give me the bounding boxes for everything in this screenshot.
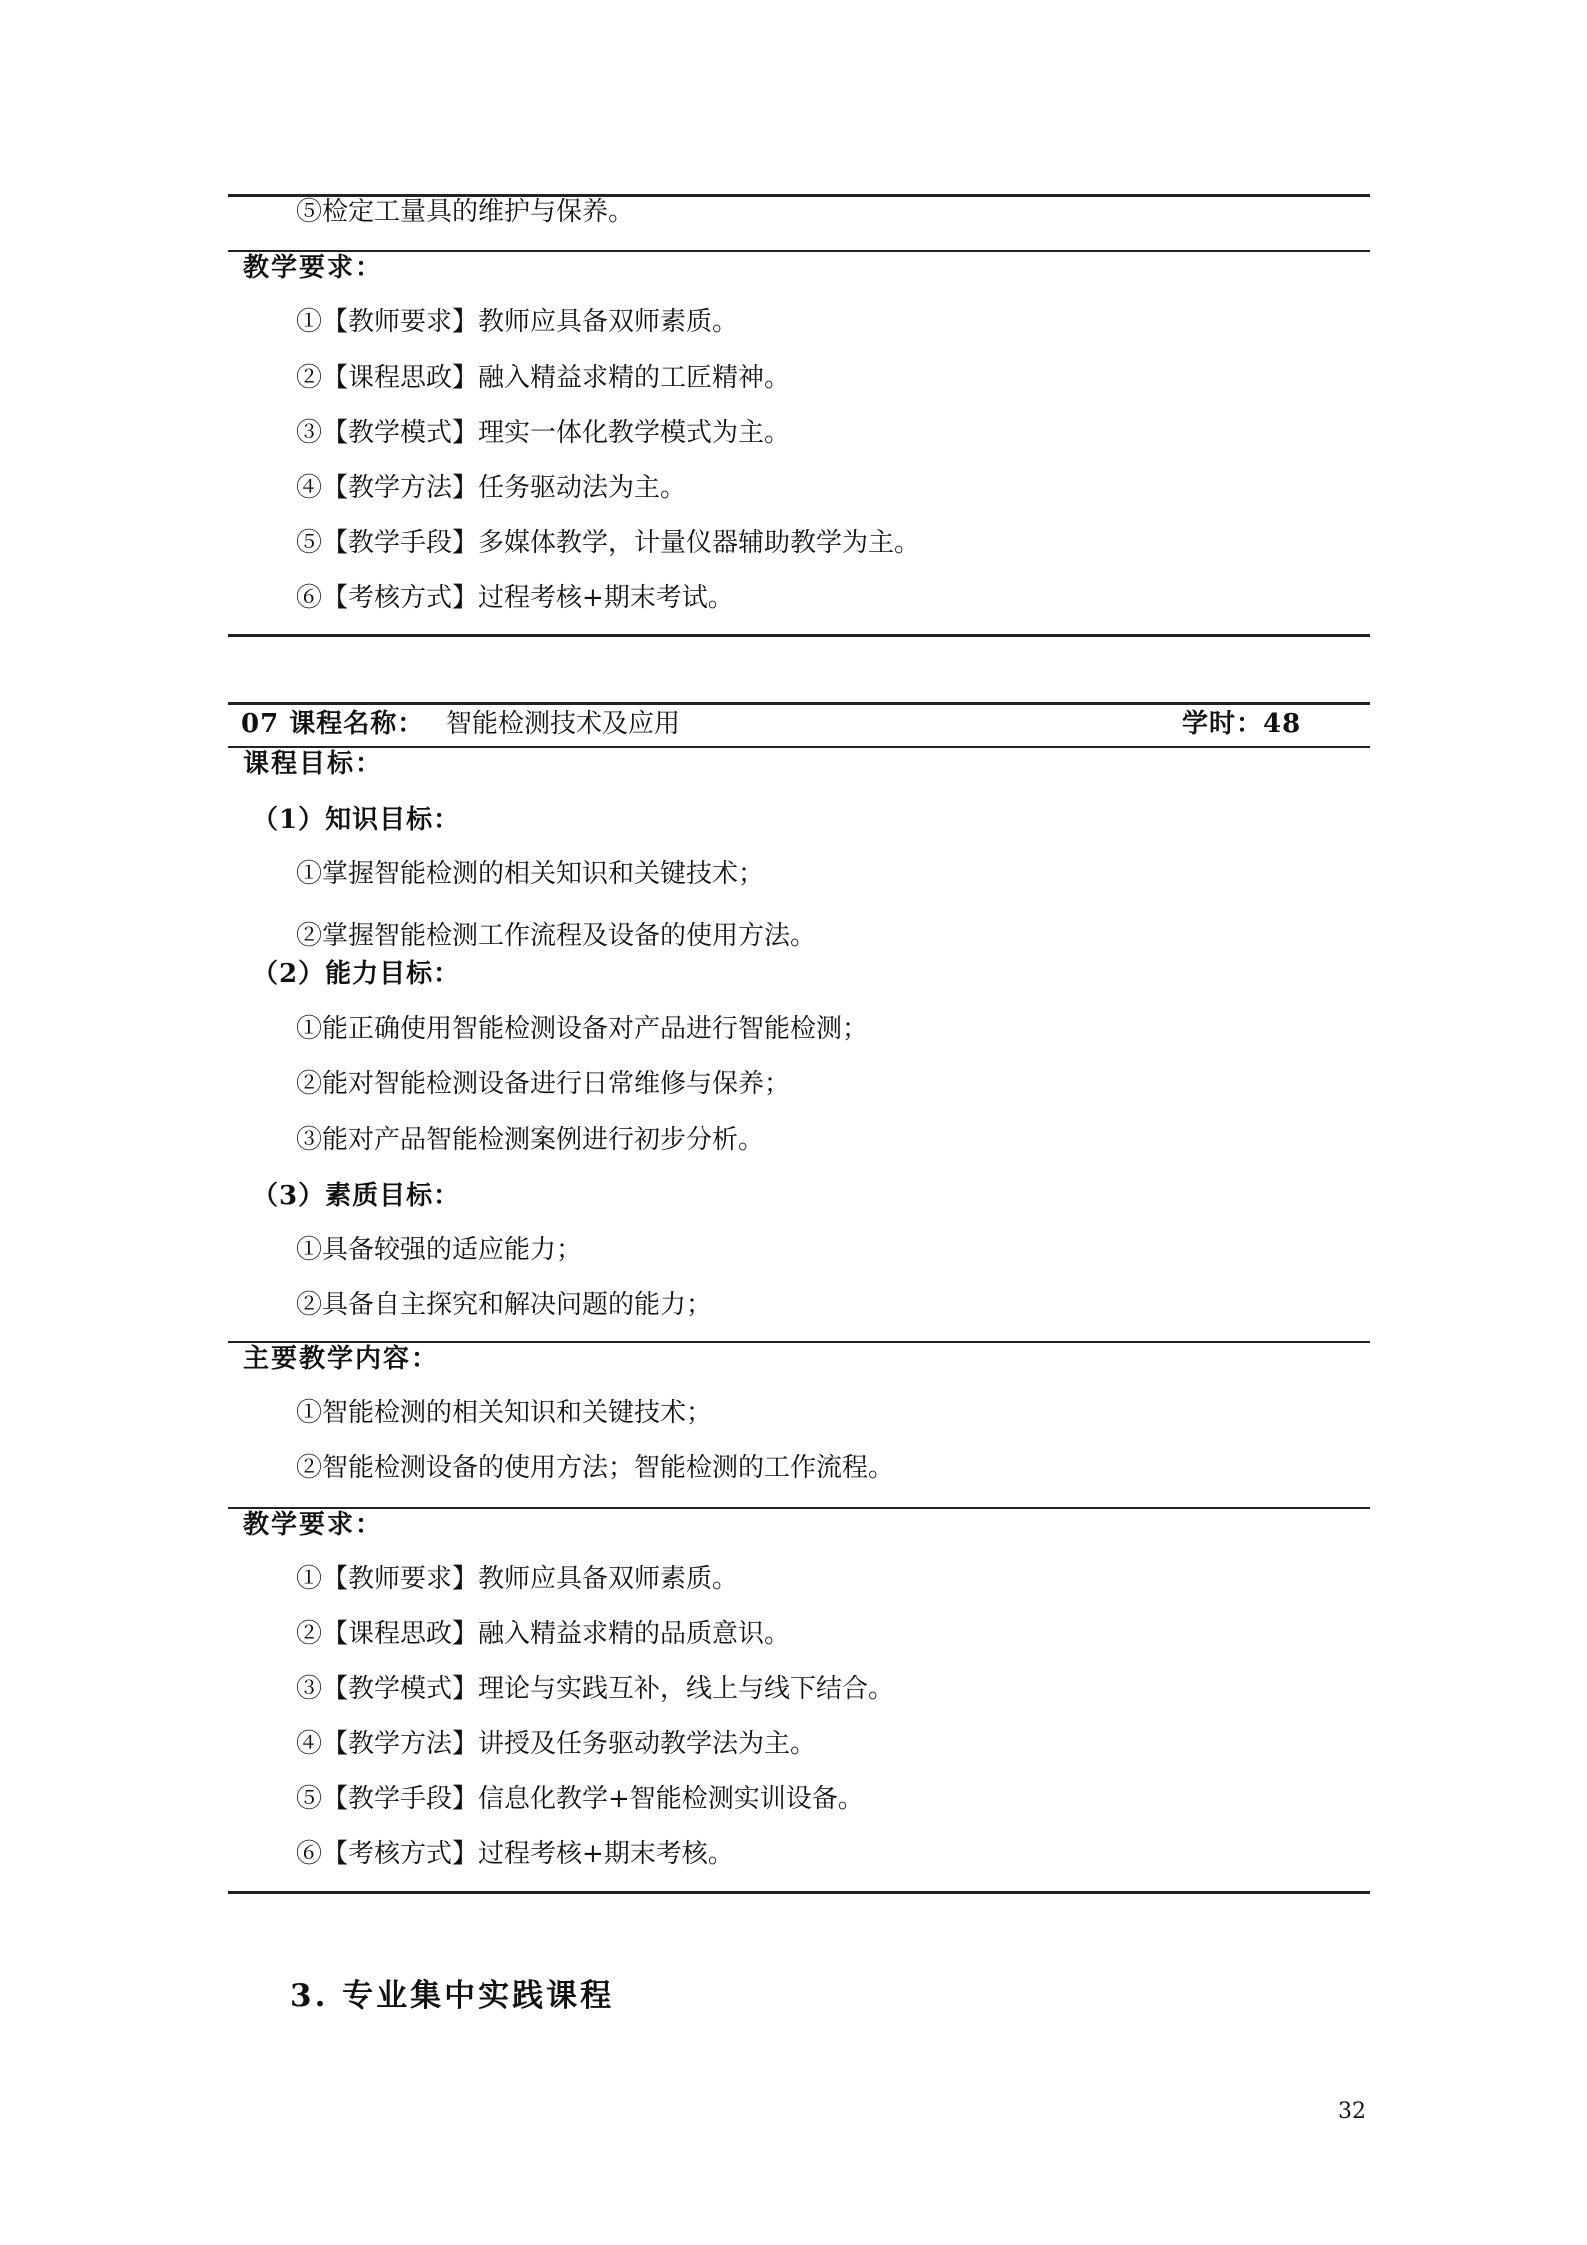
knowledge-goals-label: （1）知识目标：	[252, 805, 461, 835]
table-bottom-rule	[228, 634, 1370, 637]
page-number: 32	[1338, 2099, 1366, 2124]
course-name: 智能检测技术及应用	[446, 709, 681, 739]
requirement-item: ⑥【考核方式】过程考核+期末考试。	[296, 583, 734, 613]
requirement-item: ③【教学模式】理论与实践互补，线上与线下结合。	[296, 1674, 895, 1704]
content-item: ②智能检测设备的使用方法；智能检测的工作流程。	[296, 1453, 895, 1483]
requirement-item: ③【教学模式】理实一体化教学模式为主。	[296, 418, 791, 448]
quality-item: ①具备较强的适应能力；	[296, 1235, 583, 1265]
ability-item: ③能对产品智能检测案例进行初步分析。	[296, 1125, 765, 1155]
requirement-item: ①【教师要求】教师应具备双师素质。	[296, 307, 739, 337]
quality-goals-label: （3）素质目标：	[252, 1181, 461, 1211]
requirement-item: ④【教学方法】任务驱动法为主。	[296, 473, 687, 503]
main-content-label: 主要教学内容：	[243, 1344, 440, 1374]
section-heading: 3. 专业集中实践课程	[290, 1978, 615, 2014]
course-number-label: 07 课程名称：	[241, 709, 425, 739]
table-top-rule	[228, 702, 1370, 705]
requirement-item: ⑤【教学手段】多媒体教学，计量仪器辅助教学为主。	[296, 528, 921, 558]
knowledge-item: ②掌握智能检测工作流程及设备的使用方法。	[296, 921, 817, 951]
table-bottom-rule	[228, 1891, 1370, 1894]
teaching-requirements-label: 教学要求：	[243, 253, 384, 283]
quality-item: ②具备自主探究和解决问题的能力；	[296, 1290, 713, 1320]
requirement-item: ①【教师要求】教师应具备双师素质。	[296, 1564, 739, 1594]
ability-item: ②能对智能检测设备进行日常维修与保养；	[296, 1069, 791, 1099]
requirement-item: ②【课程思政】融入精益求精的品质意识。	[296, 1619, 791, 1649]
content-item: ①智能检测的相关知识和关键技术；	[296, 1398, 713, 1428]
requirement-item: ⑤【教学手段】信息化教学+智能检测实训设备。	[296, 1784, 864, 1814]
content-item: ⑤检定工量具的维护与保养。	[296, 197, 635, 227]
row-divider	[228, 250, 1370, 252]
teaching-requirements-label: 教学要求：	[243, 1510, 384, 1540]
row-divider	[228, 1507, 1370, 1509]
requirement-item: ②【课程思政】融入精益求精的工匠精神。	[296, 363, 791, 393]
row-divider	[228, 746, 1370, 748]
ability-goals-label: （2）能力目标：	[252, 959, 461, 989]
knowledge-item: ①掌握智能检测的相关知识和关键技术；	[296, 859, 765, 889]
course-goals-label: 课程目标：	[243, 749, 384, 779]
ability-item: ①能正确使用智能检测设备对产品进行智能检测；	[296, 1014, 869, 1044]
course-hours: 学时：48	[1182, 709, 1302, 739]
requirement-item: ④【教学方法】讲授及任务驱动教学法为主。	[296, 1729, 817, 1759]
requirement-item: ⑥【考核方式】过程考核+期末考核。	[296, 1839, 734, 1869]
